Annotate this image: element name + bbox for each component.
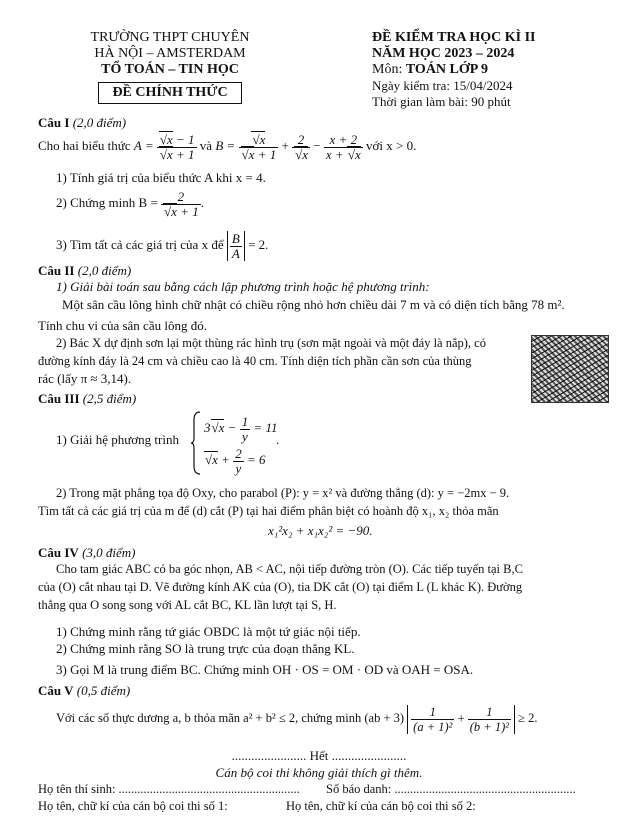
q1-points: (2,0 điểm) bbox=[72, 115, 127, 130]
q3-part2-equation: x₁²x₂ + x₁x₂² = −90. bbox=[268, 523, 373, 538]
q1-part2-prefix: 2) Chứng minh B = bbox=[56, 195, 158, 210]
q2-title: Câu II bbox=[38, 263, 75, 278]
q2-part1-heading: 1) Giải bài toán sau bằng cách lập phương trình hoặc hệ phương trình: bbox=[56, 279, 430, 294]
official-stamp: ĐỀ CHÍNH THỨC bbox=[98, 82, 242, 104]
q1-part1: 1) Tính giá trị của biểu thức A khi x = 4. bbox=[56, 170, 266, 185]
q2-part1-body1: Một sân cầu lông hình chữ nhật có chiều rộng nhỏ hơn chiều dài 7 m và có diện tích bằng 78 m². bbox=[62, 297, 565, 312]
q4-line3: thẳng qua O song song với AL cắt BC, KL lần lượt tại S, H. bbox=[38, 598, 337, 612]
exam-duration: Thời gian làm bài: 90 phút bbox=[372, 94, 511, 109]
proctor1-field: Họ tên, chữ kí của cán bộ coi thi số 1: bbox=[38, 799, 228, 813]
q5-suffix: ≥ 2. bbox=[518, 711, 538, 725]
q1-part2: 2) Chứng minh B = $\frac{2}{√x + 1}$ . bbox=[56, 188, 204, 219]
q1-intro-condition: với x > 0. bbox=[366, 138, 417, 153]
q3-heading bbox=[38, 391, 136, 407]
q4-points: (3,0 điểm) bbox=[82, 545, 136, 560]
q4-line1: Cho tam giác ABC có ba góc nhọn, AB < AC, nội tiếp đường tròn (O). Các tiếp tuyến tại B,C bbox=[56, 562, 523, 576]
q1-intro-and: và bbox=[199, 138, 213, 153]
q2-part1-body2: Tính chu vi của sân cầu lông đó. bbox=[38, 318, 207, 333]
q3-part1-prefix: 1) Giải hệ phương trình bbox=[56, 432, 179, 447]
q1-part3-suffix: = 2. bbox=[248, 237, 269, 252]
q1-part3: 3) Tìm tất cả các giá trị của x để $\frac{B}{A}$ = 2. bbox=[56, 231, 269, 262]
q1-intro-prefix: Cho hai biểu thức bbox=[38, 138, 131, 153]
q5-statement: Với các số thực dương a, b thỏa mãn a² + b² ≤ 2, chứng minh (ab + 3) $\frac{1}{\text{(a + 1)²}}$ + $\frac{1}{\text{(b + 1)²}}$ ≥ 2. bbox=[56, 704, 538, 734]
q3-title: Câu III bbox=[38, 391, 80, 406]
brace-icon bbox=[190, 410, 202, 476]
q3-part2-line1: 2) Trong mặt phẳng tọa độ Oxy, cho parabol (P): y = x² và đường thẳng (d): y = −2mx − 9. bbox=[56, 486, 510, 500]
department: TỔ TOÁN – TIN HỌC bbox=[101, 62, 239, 77]
candidate-name-field: Họ tên thí sinh: .......................................................... bbox=[38, 782, 300, 796]
q2-points: (2,0 điểm) bbox=[77, 263, 132, 278]
q5-prefix: Với các số thực dương a, b thỏa mãn a² + b² ≤ 2, chứng minh (ab + 3) bbox=[56, 711, 405, 725]
proctor2-field: Họ tên, chữ kí của cán bộ coi thi số 2: bbox=[286, 799, 476, 813]
q4-part2: 2) Chứng minh rằng SO là trung trực của đoạn thẳng KL. bbox=[56, 641, 355, 656]
end-marker: ....................... Hết ....................... bbox=[231, 748, 407, 763]
q5-points: (0,5 điểm) bbox=[76, 683, 131, 698]
q1-title: Câu I bbox=[38, 115, 70, 130]
q2-heading bbox=[38, 263, 131, 279]
q3-part2-line2: Tìm tất cả các giá trị của m để (d) cắt (P) tại hai điểm phân biệt có hoành độ x₁, x₂ thỏa mãn bbox=[38, 504, 499, 518]
q4-line2: của (O) cắt nhau tại D. Vẽ đường kính AK của (O), tia DK cắt (O) tại điểm L (L khác K). Đường bbox=[38, 580, 523, 594]
q5-title: Câu V bbox=[38, 683, 74, 698]
q1-part3-prefix: 3) Tìm tất cả các giá trị của x để bbox=[56, 237, 224, 252]
q4-title: Câu IV bbox=[38, 545, 79, 560]
q1-heading bbox=[38, 115, 126, 131]
school-name-line2: HÀ NỘI – AMSTERDAM bbox=[94, 46, 246, 61]
q2-part2-line2: đường kính đáy là 24 cm và chiều cao là 40 cm. Tính diện tích phần cần sơn của thùng bbox=[38, 354, 472, 368]
subject: TOÁN LỚP 9 bbox=[405, 62, 489, 77]
school-year: NĂM HỌC 2023 – 2024 bbox=[372, 46, 515, 61]
q4-part1: 1) Chứng minh rằng tứ giác OBDC là một tứ giác nội tiếp. bbox=[56, 624, 361, 639]
candidate-number-field: Số báo danh: .......................................................... bbox=[326, 782, 576, 796]
q2-part2-line3: rác (lấy π ≈ 3,14). bbox=[38, 371, 132, 386]
q2-part2-line1: 2) Bác X dự định sơn lại một thùng rác hình trụ (sơn mặt ngoài và một đáy là nắp), có bbox=[56, 336, 486, 350]
q3-points: (2,5 điểm) bbox=[82, 391, 137, 406]
proctor-note: Cán bộ coi thi không giải thích gì thêm. bbox=[215, 765, 423, 780]
subject-label: Môn: bbox=[372, 62, 406, 77]
exam-title: ĐỀ KIỂM TRA HỌC KÌ II bbox=[372, 30, 536, 45]
q4-heading bbox=[38, 545, 136, 561]
school-name-line1: TRƯỜNG THPT CHUYÊN bbox=[90, 30, 250, 45]
exam-date: Ngày kiểm tra: 15/04/2024 bbox=[372, 78, 513, 93]
q4-part3: 3) Gọi M là trung điểm BC. Chứng minh OH · OS = OM · OD và OAH = OSA. bbox=[56, 662, 474, 677]
trash-bin-image bbox=[531, 335, 609, 403]
q5-heading bbox=[38, 683, 130, 699]
q3-system: 3√x − $\frac{1}{y}$ = 11 √x + $\frac{2}{y}$ = 6 . bbox=[190, 410, 290, 476]
q1-intro: Cho hai biểu thức A = $\frac{√x - 1}{√x + 1}$ và B = $\frac{√x}{√x + 1}$ + $\frac{2}{√x}$ − $\frac{x + 2}{x + √x}$ với x > 0. bbox=[38, 131, 417, 162]
subject-line bbox=[372, 62, 488, 78]
